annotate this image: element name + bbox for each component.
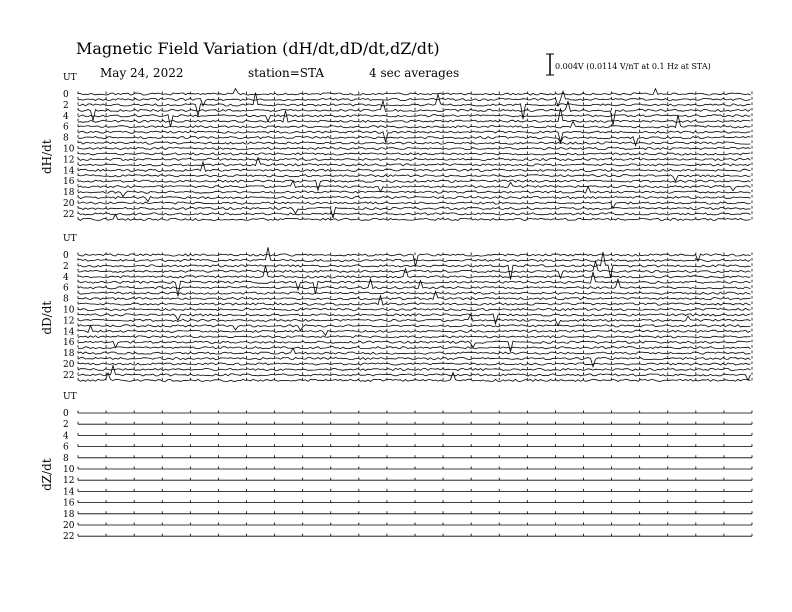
hour-ticks: [78, 280, 752, 283]
hour-label: 14: [63, 166, 75, 177]
hour-label: 4: [63, 272, 69, 283]
traces: [78, 89, 752, 221]
trace-line: [78, 93, 751, 120]
hour-ticks: [78, 102, 752, 105]
ut-label: UT: [63, 234, 77, 244]
hour-label: 16: [63, 177, 75, 188]
hour-ticks: [78, 157, 752, 160]
hour-ticks: [78, 168, 752, 171]
panel-ylabel: dH/dt: [40, 139, 54, 175]
hour-label: 16: [63, 498, 75, 509]
trace-line: [78, 314, 751, 324]
panel-ylabel: dZ/dt: [40, 458, 54, 491]
trace-line: [78, 175, 751, 182]
hour-label: 0: [63, 409, 69, 419]
trace-line: [78, 272, 751, 296]
panel-dzdt: [40, 392, 752, 542]
hour-ticks: [78, 124, 752, 127]
hour-label: 8: [63, 294, 69, 305]
trace-line: [78, 186, 751, 196]
trace-line: [78, 325, 751, 331]
hour-label: 20: [63, 199, 75, 209]
trace-line: [78, 308, 751, 310]
hour-label: 12: [63, 316, 75, 327]
trace-line: [78, 336, 751, 338]
trace-line: [78, 368, 751, 370]
hour-label: 0: [63, 90, 69, 100]
station-label: station=STA: [248, 66, 325, 80]
trace-line: [78, 153, 751, 155]
trace-line: [78, 341, 751, 352]
hour-label: 4: [63, 431, 69, 442]
traces: [78, 411, 752, 537]
averaging-label: 4 sec averages: [369, 66, 460, 80]
trace-line: [78, 207, 751, 218]
hour-label: 6: [63, 283, 69, 294]
hour-label: 6: [63, 122, 69, 133]
hour-label: 20: [63, 521, 75, 531]
hour-label: 14: [63, 327, 75, 338]
ut-label: UT: [63, 392, 77, 402]
hour-label: 8: [63, 453, 69, 464]
trace-line: [78, 261, 751, 278]
trace-line: [78, 197, 751, 202]
panel-dddt: [40, 234, 752, 381]
hour-label: 2: [63, 261, 69, 272]
trace-line: [78, 366, 751, 381]
hour-label: 16: [63, 338, 75, 349]
hour-label: 18: [63, 509, 75, 520]
hour-ticks: [78, 151, 752, 154]
hour-label: 4: [63, 111, 69, 122]
hour-label: 10: [63, 144, 75, 155]
hour-ticks: [78, 217, 752, 220]
hour-label: 12: [63, 155, 75, 166]
hour-ticks: [78, 307, 752, 310]
trace-line: [78, 202, 751, 208]
hour-ticks: [78, 258, 752, 261]
trace-line: [78, 279, 751, 289]
panel-dhdt: [40, 73, 752, 220]
trace-line: [78, 180, 751, 190]
hour-label: 6: [63, 442, 69, 453]
trace-line: [78, 252, 751, 280]
panels: [40, 73, 752, 542]
trace-line: [78, 181, 751, 192]
hour-label: 22: [63, 209, 75, 220]
hour-ticks: [78, 340, 752, 343]
hour-label: 18: [63, 188, 75, 199]
hour-label: 10: [63, 305, 75, 316]
figure-title: Magnetic Field Variation (dH/dt,dD/dt,dZ/dt): [76, 39, 440, 58]
hour-ticks: [78, 119, 752, 122]
hour-label: 22: [63, 370, 75, 381]
trace-line: [78, 348, 751, 354]
trace-line: [78, 358, 751, 367]
scale-note: 0.004V (0.0114 V/nT at 0.1 Hz at STA): [555, 62, 711, 71]
hour-label: 12: [63, 476, 75, 487]
ut-label: UT: [63, 73, 77, 83]
trace-line: [78, 162, 751, 171]
traces: [78, 247, 752, 381]
date-label: May 24, 2022: [100, 66, 184, 80]
trace-line: [78, 296, 751, 305]
trace-line: [78, 147, 751, 149]
trace-line: [78, 326, 751, 336]
trace-line: [78, 158, 751, 160]
hour-label: 0: [63, 251, 69, 261]
scale-bar: [546, 54, 711, 75]
hour-ticks: [78, 356, 752, 359]
hour-label: 8: [63, 133, 69, 144]
hour-label: 10: [63, 465, 75, 475]
trace-line: [78, 347, 751, 349]
trace-line: [78, 89, 751, 96]
hour-label: 22: [63, 532, 75, 543]
hour-label: 14: [63, 487, 75, 498]
trace-line: [78, 142, 751, 144]
hour-label: 20: [63, 360, 75, 370]
trace-line: [78, 131, 751, 142]
trace-line: [78, 314, 751, 325]
panel-ylabel: dD/dt: [40, 300, 54, 335]
trace-line: [78, 363, 751, 365]
trace-line: [78, 214, 751, 220]
hour-label: 2: [63, 100, 69, 111]
hour-label: 2: [63, 420, 69, 431]
hour-label: 18: [63, 349, 75, 360]
trace-line: [78, 213, 751, 215]
hour-ticks: [78, 141, 752, 144]
